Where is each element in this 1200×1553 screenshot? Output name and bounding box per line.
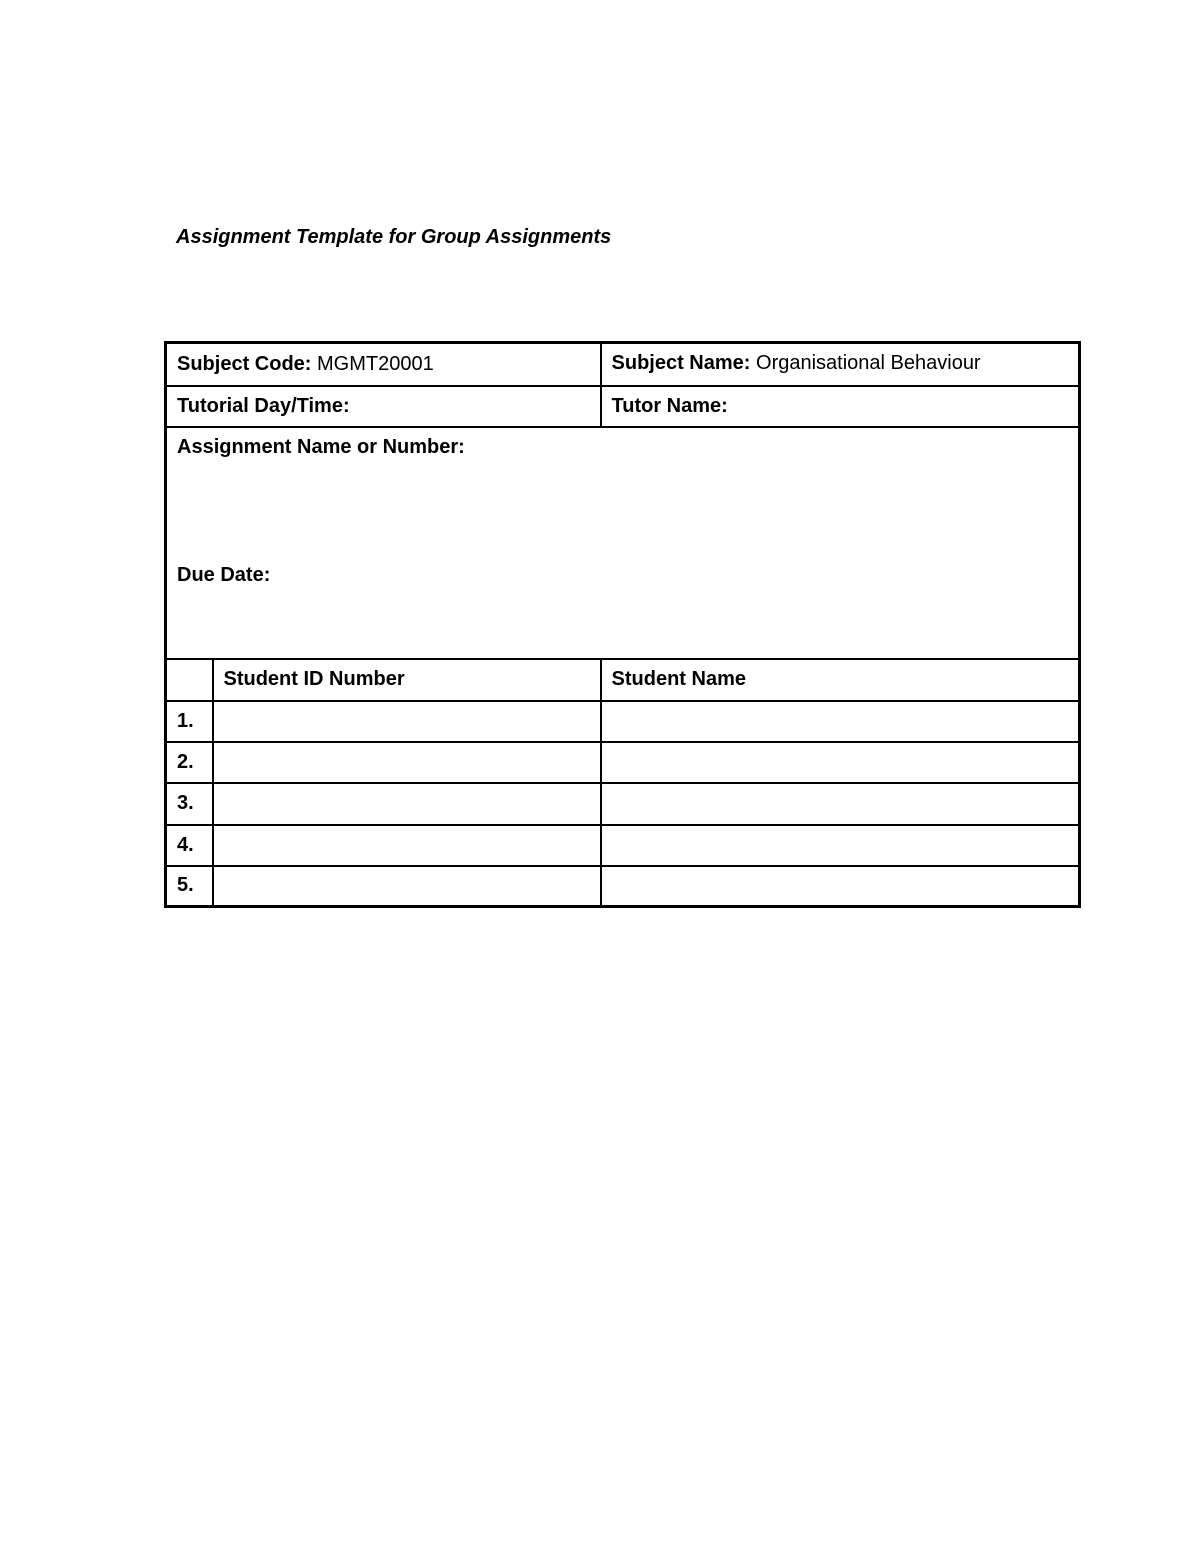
table-row: [166, 701, 1080, 742]
due-date-label: Due Date:: [177, 563, 271, 586]
tutor-name-label: Tutor Name:: [611, 394, 728, 417]
row-number-header: [166, 659, 213, 701]
student-id-input[interactable]: [213, 701, 601, 742]
assignment-row: [166, 427, 1080, 659]
row-number: 1.: [166, 701, 213, 742]
row-number: 5.: [166, 866, 213, 907]
subject-name-cell[interactable]: [601, 343, 1080, 386]
assignment-cover-form: [164, 341, 1081, 908]
subject-name-value: Organisational Behaviour: [756, 352, 981, 374]
student-id-input[interactable]: [213, 783, 601, 825]
student-id-input[interactable]: [213, 742, 601, 783]
student-name-input[interactable]: [601, 742, 1080, 783]
student-name-input[interactable]: [601, 825, 1080, 866]
table-row: [166, 866, 1080, 907]
tutorial-day-time-cell[interactable]: [166, 386, 601, 427]
subject-code-label: Subject Code:: [177, 352, 312, 375]
student-name-input[interactable]: [601, 866, 1080, 907]
assignment-name-label: Assignment Name or Number:: [177, 435, 465, 458]
subject-code-cell[interactable]: [166, 343, 601, 386]
tutorial-row: [166, 386, 1080, 427]
row-number: 4.: [166, 825, 213, 866]
student-name-header: Student Name: [601, 659, 1080, 701]
student-id-input[interactable]: [213, 825, 601, 866]
tutor-name-cell[interactable]: [601, 386, 1080, 427]
row-number: 3.: [166, 783, 213, 825]
subject-name-label: Subject Name:: [611, 352, 751, 374]
student-name-input[interactable]: [601, 701, 1080, 742]
tutorial-day-time-label: Tutorial Day/Time:: [177, 394, 350, 417]
student-table-header: [166, 659, 1080, 701]
table-row: [166, 825, 1080, 866]
student-name-input[interactable]: [601, 783, 1080, 825]
subject-row: [166, 343, 1080, 386]
student-id-input[interactable]: [213, 866, 601, 907]
assignment-details-cell[interactable]: [166, 427, 1080, 659]
subject-code-value: MGMT20001: [317, 352, 434, 375]
student-id-header: Student ID Number: [213, 659, 601, 701]
table-row: [166, 742, 1080, 783]
row-number: 2.: [166, 742, 213, 783]
table-row: [166, 783, 1080, 825]
page-title: Assignment Template for Group Assignments: [176, 226, 612, 248]
